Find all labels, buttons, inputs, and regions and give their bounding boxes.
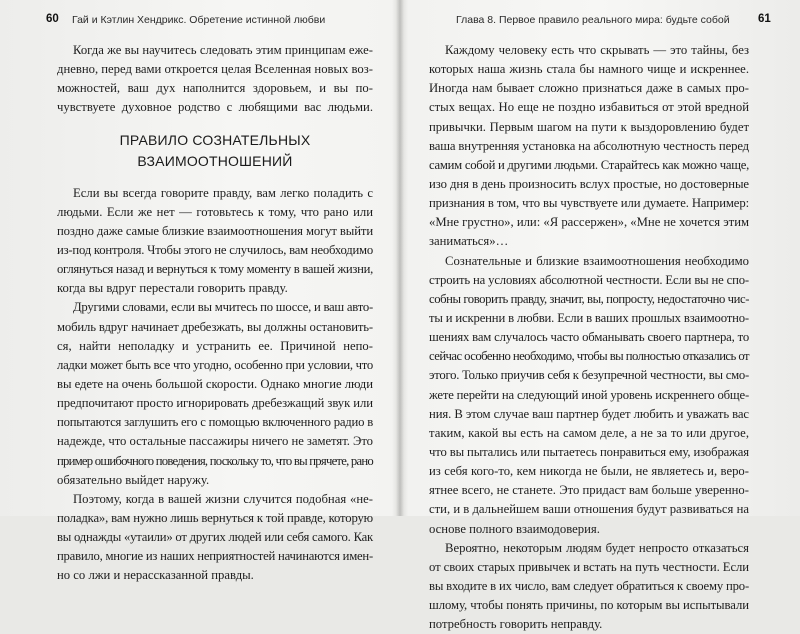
text-line: сти, и в дальнейшем ваши отношения будут развиваться на: [429, 502, 749, 517]
paragraph-block: [57, 41, 373, 118]
text-line: заниматься»…: [429, 234, 509, 249]
text-line: вы едете на очень большой скорости. Однако многие люди: [57, 376, 373, 391]
text-line: предпочитают просто игнорировать дребезжащий звук или: [57, 396, 373, 411]
text-line: мобиль вдруг начинает дребезжать, вы должны остановить-: [57, 319, 373, 334]
text-line: поладка», вам нужно лишь вернуться к той правде, которую: [57, 510, 373, 525]
text-line: надежде, что остальные пассажиры ничего не заметят. Это: [57, 434, 373, 449]
text-line: правило, многие из наших неприятностей начинаются имен-: [57, 549, 373, 564]
text-line: ты и искренни в любви. Если в ваших прошлых взаимоотно-: [429, 310, 749, 325]
text-line: обязательно выйдет наружу.: [57, 472, 210, 487]
section-heading: [57, 130, 373, 172]
text-line: привычки. Первым шагом на пути к выздоровлению будет: [429, 119, 749, 134]
text-line: шлому, чтобы понять причины, по которым вы испытывали: [429, 598, 749, 613]
running-head: Глава 8. Первое правило реального мира: будьте собой: [456, 14, 730, 26]
text-line: Когда же вы научитесь следовать этим принципам еже-: [73, 43, 373, 57]
running-head: Гай и Кэтлин Хендрикс. Обретение истинной любви: [72, 14, 326, 26]
text-line: Вероятно, некоторым людям будет непросто отказаться: [445, 540, 749, 555]
right-page: [401, 0, 800, 632]
text-line: из себя кого-то, кем никогда не были, не являетесь и, веро-: [429, 464, 749, 479]
text-line: изо дня в день произносить вслух простые, но достоверные: [429, 176, 749, 191]
text-line: сейчас особенно необходимо, чтобы вы полностью отказались от: [429, 349, 749, 364]
text-line: основе полного взаимодоверия.: [429, 521, 600, 536]
text-line: строить на условиях абсолютной честности. Если вы не спо-: [429, 272, 749, 287]
section-heading-line: ПРАВИЛО СОЗНАТЕЛЬНЫХ: [119, 131, 311, 148]
text-line: шениях вам случалось часто обманывать своего партнера, то: [429, 330, 749, 345]
text-line: Если вы всегда говорите правду, вам легко поладить с: [73, 185, 373, 200]
page-number: 60: [46, 13, 59, 25]
text-line: жете перейти на следующий иной уровень искреннего обще-: [429, 387, 749, 402]
text-line: вы входите в их число, вам следует обратиться к своему про-: [429, 578, 749, 593]
text-line: оглянуться назад и вернуться к тому моменту в вашей жизни,: [57, 262, 373, 277]
text-line: Иногда нам бывает сложно признаться даже в самых про-: [429, 81, 749, 96]
text-line: попытаются заглушить его с помощью включенного радио в: [57, 415, 373, 430]
left-page: [0, 0, 399, 583]
text-line: чувствуете духовное родство с любящими вас людьми.: [57, 100, 373, 115]
text-line: Каждому человеку есть что скрывать — это тайны, без: [445, 43, 749, 57]
text-line: людьми. Если же нет — готовьтесь к тому, что рано или: [57, 204, 373, 219]
text-line: «Мне грустно», или: «Я рассержен», «Мне не хочется этим: [429, 215, 749, 230]
page-number: 61: [758, 13, 771, 25]
text-line: стых вещах. Но еще не поздно избавиться от этой вредной: [429, 100, 749, 115]
paragraph-block: [429, 41, 749, 634]
text-line: но со лжи и нерассказанной правды.: [57, 568, 254, 583]
text-line: дневно, перед вами откроется целая Вселенная новых воз-: [57, 62, 373, 77]
text-line: Поэтому, когда в вашей жизни случится подобная «не-: [73, 491, 373, 506]
text-line: можностей, ваш дух наполнится здоровьем, и вы по-: [57, 81, 373, 96]
text-line: ладки может быть все что угодно, особенно при условии, что: [57, 357, 373, 372]
text-line: пример ошибочного поведения, поскольку то, что вы прячете, рано: [57, 453, 373, 468]
text-line: ния. В этом случае ваш партнер будет любить и уважать вас: [429, 406, 749, 421]
text-line: таким, какой вы есть на самом деле, а не за то или другое,: [429, 425, 749, 440]
text-line: ваша внутренняя установка на абсолютную честность перед: [429, 138, 749, 153]
text-line: потребность говорить неправду.: [429, 617, 603, 632]
text-line: из-под контроля. Чтобы этого не случилось, вам необходимо: [57, 242, 373, 257]
text-line: от своих старых привычек и встать на путь честности. Если: [429, 559, 749, 574]
text-line: самим собой и другими людьми. Старайтесь как можно чаще,: [429, 157, 749, 172]
text-line: ятнее всего, не станете. Это придаст вам больше уверенно-: [429, 483, 749, 498]
text-line: когда вы вдруг перестали говорить правду.: [57, 281, 288, 296]
text-line: поздно даже самые близкие взаимоотношения могут выйти: [57, 223, 373, 238]
text-line: которых наша жизнь стала бы намного чище и искреннее.: [429, 62, 749, 77]
text-line: Другими словами, если вы мчитесь по шоссе, и ваш авто-: [73, 300, 373, 315]
section-heading-line: ВЗАИМООТНОШЕНИЙ: [137, 152, 293, 169]
right-page-text: [429, 41, 749, 634]
text-line: вы однажды «утаили» от других людей или себя самого. Как: [57, 530, 373, 545]
text-line: ся, найти неполадку и устранить ее. Причиной непо-: [57, 338, 373, 353]
text-line: что вы пытались или пытаетесь понравиться ему, изображая: [429, 444, 749, 459]
text-line: Сознательные и близкие взаимоотношения необходимо: [445, 253, 749, 268]
left-page-text: [57, 41, 373, 586]
text-line: собны говорить правду, значит, вы, попросту, недостаточно чис-: [429, 291, 749, 306]
text-line: этого. Только приучив себя к безупречной честности, вы смо-: [429, 368, 749, 383]
text-line: признания в том, что вы чувствуете или думаете. Например:: [429, 196, 749, 211]
paragraph-block: [57, 184, 373, 586]
